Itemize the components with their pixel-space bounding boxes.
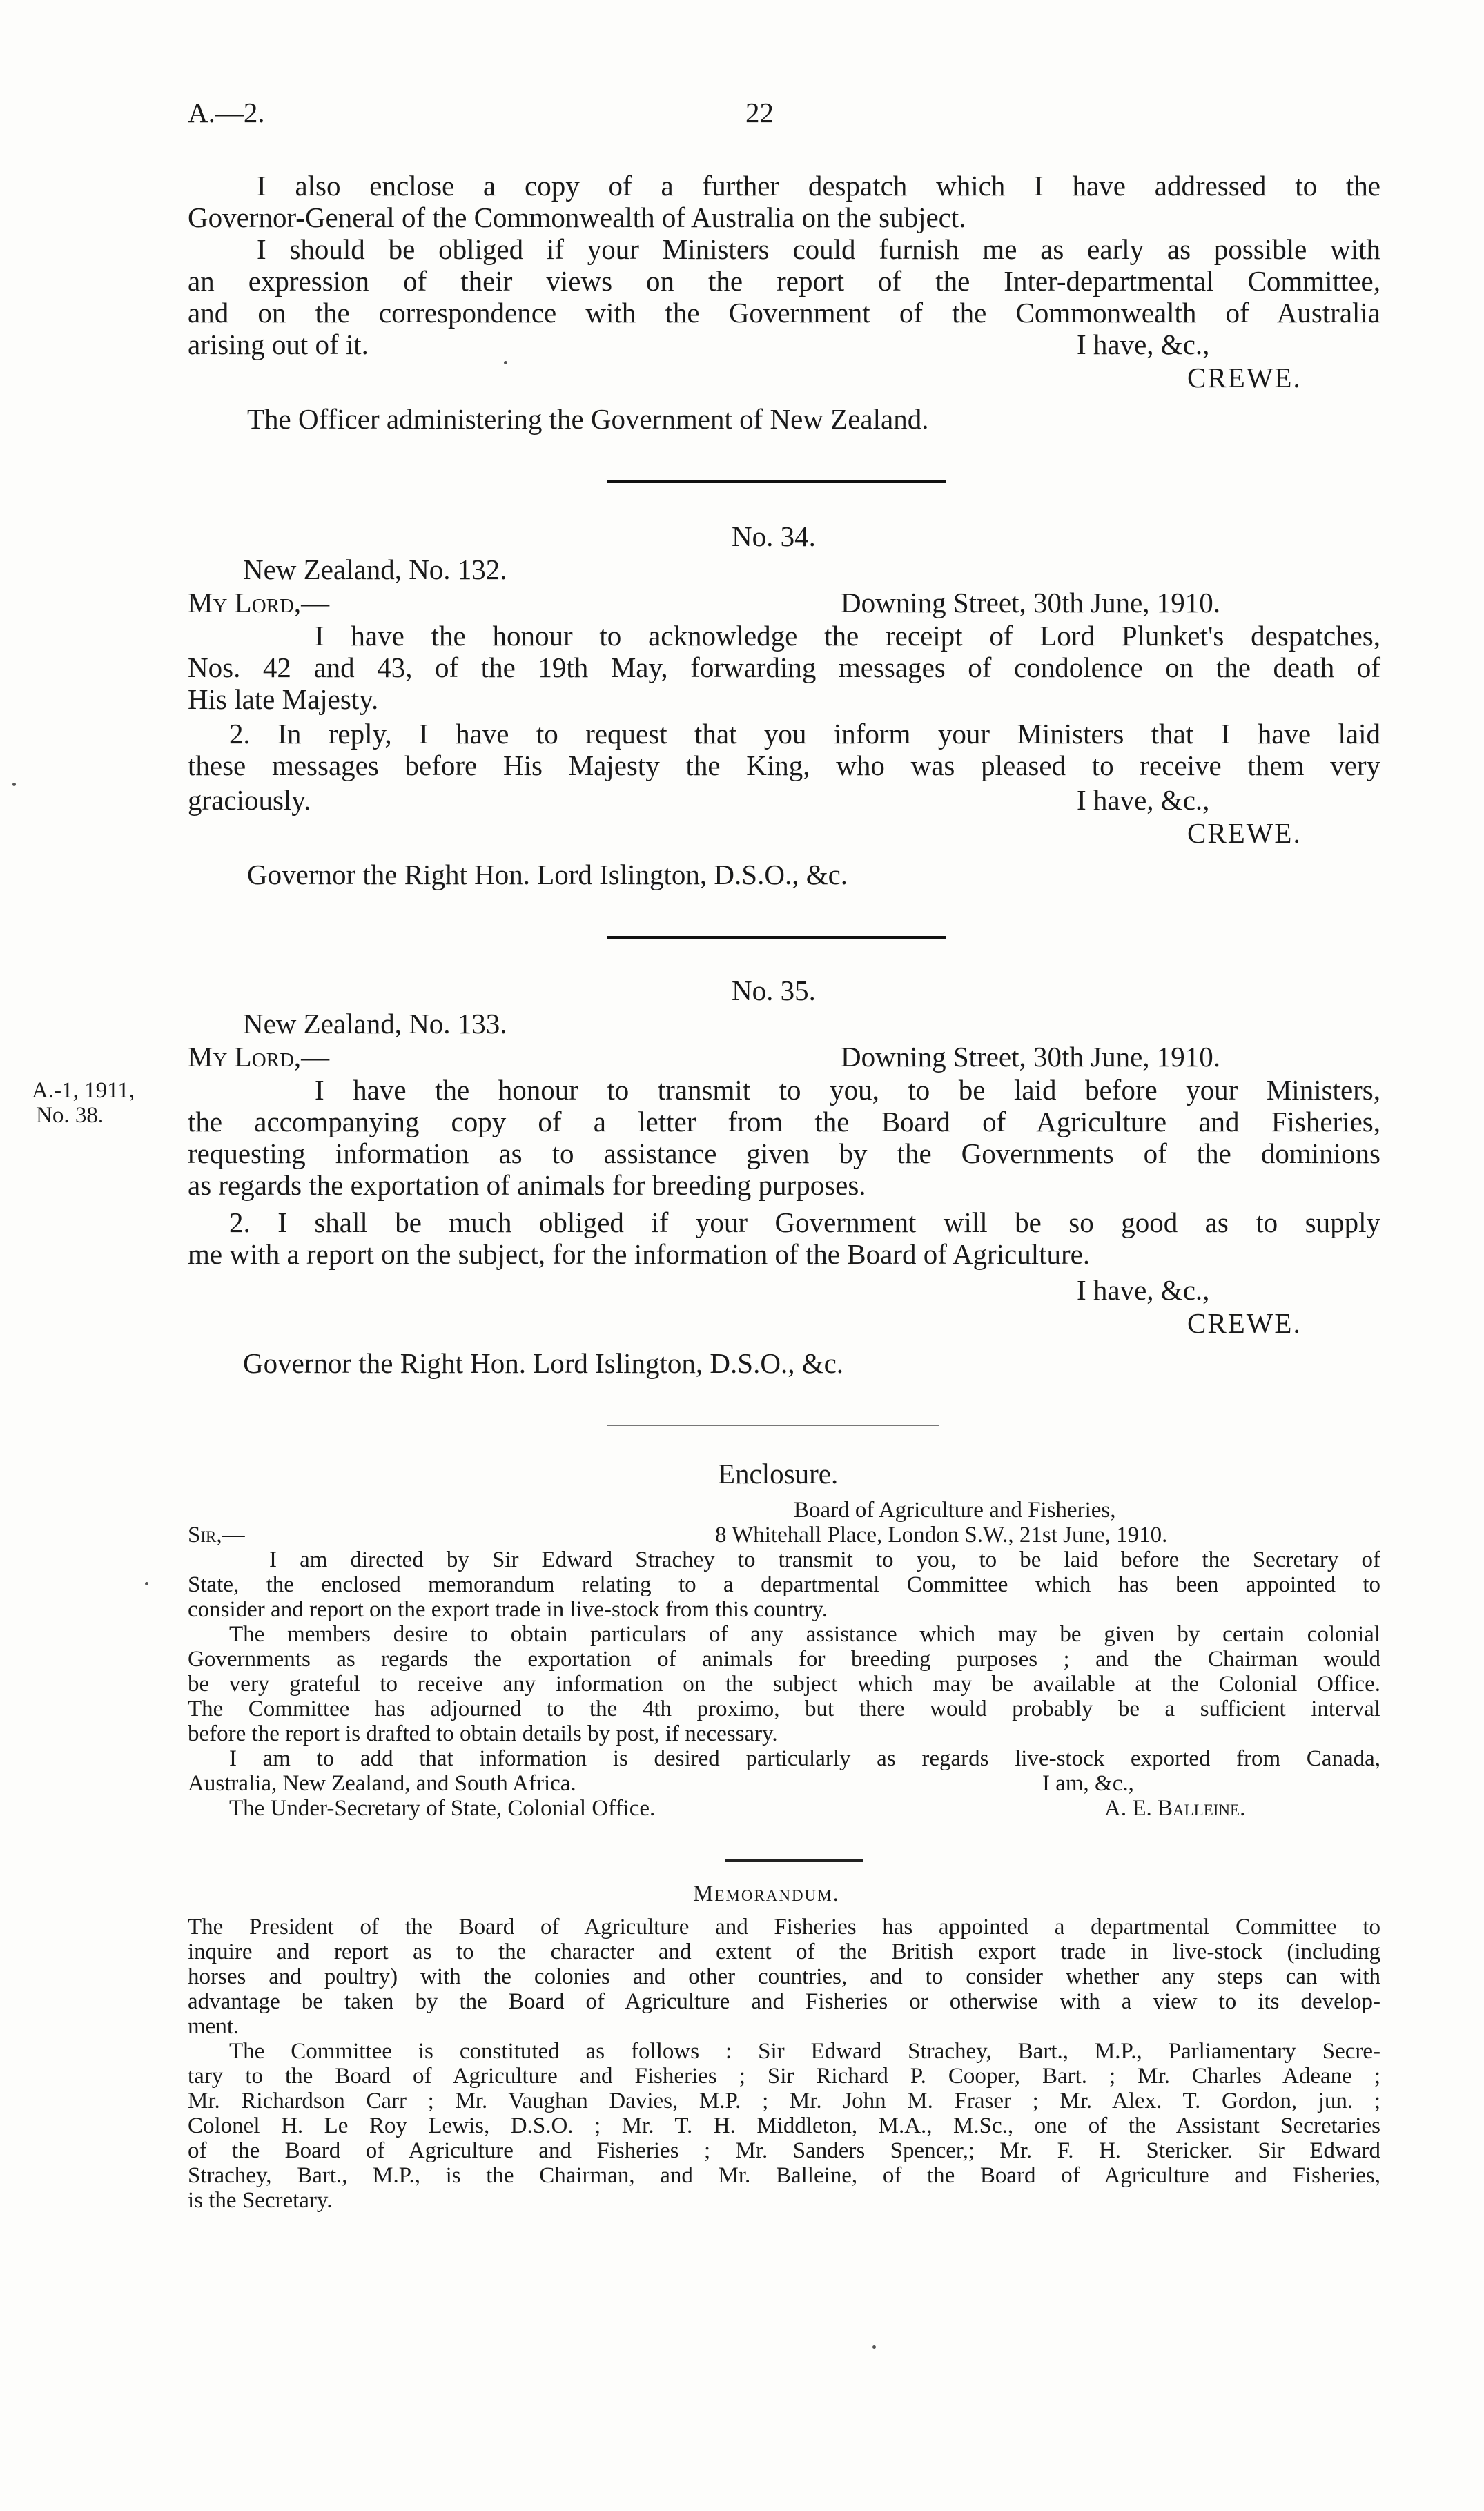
text-line: I also enclose a copy of a further despatch which I have addressed to the bbox=[257, 170, 1380, 202]
margin-note-number: No. 38. bbox=[36, 1103, 104, 1128]
intro-addressee: The Officer administering the Government of New Zealand. bbox=[247, 403, 929, 435]
text-line: ment. bbox=[188, 2014, 240, 2039]
addressee-35: Governor the Right Hon. Lord Islington, D.S.O., &c. bbox=[243, 1347, 844, 1379]
scan-speck bbox=[145, 1582, 148, 1585]
enclosure-paragraph-1 bbox=[188, 1547, 1380, 1622]
text-line: requesting information as to assistance given by the Governments of the dominions bbox=[188, 1137, 1380, 1169]
place-date-35: Downing Street, 30th June, 1910. bbox=[841, 1041, 1221, 1073]
text-line: His late Majesty. bbox=[188, 683, 379, 715]
memorandum-paragraph-2 bbox=[188, 2039, 1380, 2213]
despatch-number-34: No. 34. bbox=[732, 520, 816, 552]
text-line: I am to add that information is desired particularly as regards live-stock exported from Canada, bbox=[229, 1746, 1380, 1771]
scan-speck bbox=[504, 361, 507, 364]
enclosure-closing: I am, &c., bbox=[1042, 1771, 1134, 1796]
text-line: I should be obliged if your Ministers could furnish me as early as possible with bbox=[257, 233, 1380, 265]
text-line: 2. In reply, I have to request that you inform your Ministers that I have laid bbox=[229, 718, 1380, 750]
section-divider bbox=[607, 936, 946, 939]
text-line: is the Secretary. bbox=[188, 2188, 333, 2213]
paragraph-34-2-last: graciously. bbox=[188, 784, 311, 816]
text-line: Colonel H. Le Roy Lewis, D.S.O. ; Mr. T. H. Middleton, M.A., M.Sc., one of the Assistant Secretaries bbox=[188, 2113, 1380, 2138]
enclosure-paragraph-3 bbox=[188, 1746, 1380, 1771]
text-line: Strachey, Bart., M.P., is the Chairman, and Mr. Balleine, of the Board of Agriculture and Fisheries, bbox=[188, 2163, 1380, 2188]
intro-signature: CREWE. bbox=[1187, 362, 1302, 393]
text-line: Governments as regards the exportation of animals for breeding purposes ; and the Chairman would bbox=[188, 1647, 1380, 1672]
salutation-35: My Lord,— bbox=[188, 1041, 330, 1073]
memorandum-heading: Memorandum. bbox=[693, 1882, 840, 1906]
page-number: 22 bbox=[745, 97, 774, 128]
despatch-number-35: No. 35. bbox=[732, 975, 816, 1006]
scan-speck bbox=[12, 783, 16, 786]
despatch-ref-34: New Zealand, No. 132. bbox=[243, 554, 507, 585]
margin-note-ref: A.-1, 1911, bbox=[32, 1078, 135, 1103]
text-line: The President of the Board of Agriculture and Fisheries has appointed a departmental Committee to bbox=[188, 1915, 1380, 1940]
text-line: I am directed by Sir Edward Strachey to transmit to you, to be laid before the Secretary of bbox=[269, 1547, 1380, 1572]
closing-34: I have, &c., bbox=[1077, 784, 1210, 816]
text-line: horses and poultry) with the colonies and other countries, and to consider whether any steps can with bbox=[188, 1964, 1380, 1989]
text-line: 2. I shall be much obliged if your Government will be so good as to supply bbox=[229, 1206, 1380, 1238]
enclosure-address-date: 8 Whitehall Place, London S.W., 21st June, 1910. bbox=[715, 1523, 1168, 1547]
text-line: be very grateful to receive any information on the subject which may be available at the Colonial Office. bbox=[188, 1672, 1380, 1697]
memorandum-paragraph-1 bbox=[188, 1915, 1380, 2039]
text-line: of the Board of Agriculture and Fisheries ; Mr. Sanders Spencer,; Mr. F. H. Stericker. Sir Edward bbox=[188, 2138, 1380, 2163]
scan-speck bbox=[872, 2345, 876, 2349]
enclosure-addressee: The Under-Secretary of State, Colonial Office. bbox=[229, 1796, 656, 1821]
section-divider bbox=[607, 1425, 939, 1426]
text-line: consider and report on the export trade in live-stock from this country. bbox=[188, 1597, 828, 1622]
text-line: Governor-General of the Commonwealth of Australia on the subject. bbox=[188, 202, 966, 233]
paragraph-35-1 bbox=[188, 1074, 1380, 1201]
text-line: I have the honour to transmit to you, to be laid before your Ministers, bbox=[315, 1074, 1380, 1106]
text-line: I have the honour to acknowledge the receipt of Lord Plunket's despatches, bbox=[315, 620, 1380, 652]
text-line: tary to the Board of Agriculture and Fisheries ; Sir Richard P. Cooper, Bart. ; Mr. Charles Adeane ; bbox=[188, 2064, 1380, 2089]
text-line: Mr. Richardson Carr ; Mr. Vaughan Davies, M.P. ; Mr. John M. Fraser ; Mr. Alex. T. Gordon, jun. ; bbox=[188, 2089, 1380, 2113]
enclosure-heading: Enclosure. bbox=[718, 1458, 839, 1489]
enclosure-signature: A. E. Balleine. bbox=[1104, 1796, 1246, 1821]
text-line: the accompanying copy of a letter from the Board of Agriculture and Fisheries, bbox=[188, 1106, 1380, 1137]
text-line: and on the correspondence with the Government of the Commonwealth of Australia bbox=[188, 297, 1380, 329]
text-line: advantage be taken by the Board of Agriculture and Fisheries or otherwise with a view to its develop- bbox=[188, 1989, 1380, 2014]
enclosure-paragraph-2 bbox=[188, 1622, 1380, 1746]
intro-paragraph bbox=[188, 170, 1380, 329]
despatch-ref-35: New Zealand, No. 133. bbox=[243, 1008, 507, 1039]
place-date-34: Downing Street, 30th June, 1910. bbox=[841, 587, 1221, 618]
enclosure-paragraph-3-last: Australia, New Zealand, and South Africa. bbox=[188, 1771, 576, 1796]
text-line: The Committee is constituted as follows : Sir Edward Strachey, Bart., M.P., Parliamentary Secre- bbox=[229, 2039, 1380, 2064]
signature-34: CREWE. bbox=[1187, 817, 1302, 849]
paragraph-35-2 bbox=[188, 1206, 1380, 1270]
signature-35: CREWE. bbox=[1187, 1307, 1302, 1339]
addressee-34: Governor the Right Hon. Lord Islington, D.S.O., &c. bbox=[247, 859, 848, 890]
text-line: as regards the exportation of animals for breeding purposes. bbox=[188, 1169, 866, 1201]
salutation-34: My Lord,— bbox=[188, 587, 330, 618]
text-line: an expression of their views on the report of the Inter-departmental Committee, bbox=[188, 265, 1380, 297]
paragraph-34-2 bbox=[188, 718, 1380, 781]
section-divider bbox=[607, 480, 946, 483]
text-line: The Committee has adjourned to the 4th proximo, but there would probably be a sufficient interval bbox=[188, 1697, 1380, 1721]
enclosure-sender: Board of Agriculture and Fisheries, bbox=[794, 1498, 1116, 1523]
text-line: these messages before His Majesty the King, who was pleased to receive them very bbox=[188, 750, 1380, 781]
text-line: before the report is drafted to obtain details by post, if necessary. bbox=[188, 1721, 778, 1746]
text-line: The members desire to obtain particulars of any assistance which may be given by certain colonial bbox=[229, 1622, 1380, 1647]
closing-35: I have, &c., bbox=[1077, 1274, 1210, 1306]
text-line: State, the enclosed memorandum relating to a departmental Committee which has been appointed to bbox=[188, 1572, 1380, 1597]
section-divider bbox=[725, 1859, 863, 1862]
text-line: me with a report on the subject, for the information of the Board of Agriculture. bbox=[188, 1238, 1091, 1270]
intro-closing: I have, &c., bbox=[1077, 329, 1210, 360]
intro-last-line: arising out of it. bbox=[188, 329, 369, 360]
text-line: Nos. 42 and 43, of the 19th May, forwarding messages of condolence on the death of bbox=[188, 652, 1380, 683]
paragraph-34-1 bbox=[188, 620, 1380, 715]
text-line: inquire and report as to the character and extent of the British export trade in live-stock (including bbox=[188, 1940, 1380, 1964]
enclosure-salutation: Sir,— bbox=[188, 1523, 245, 1547]
page-reference: A.—2. bbox=[188, 97, 265, 128]
